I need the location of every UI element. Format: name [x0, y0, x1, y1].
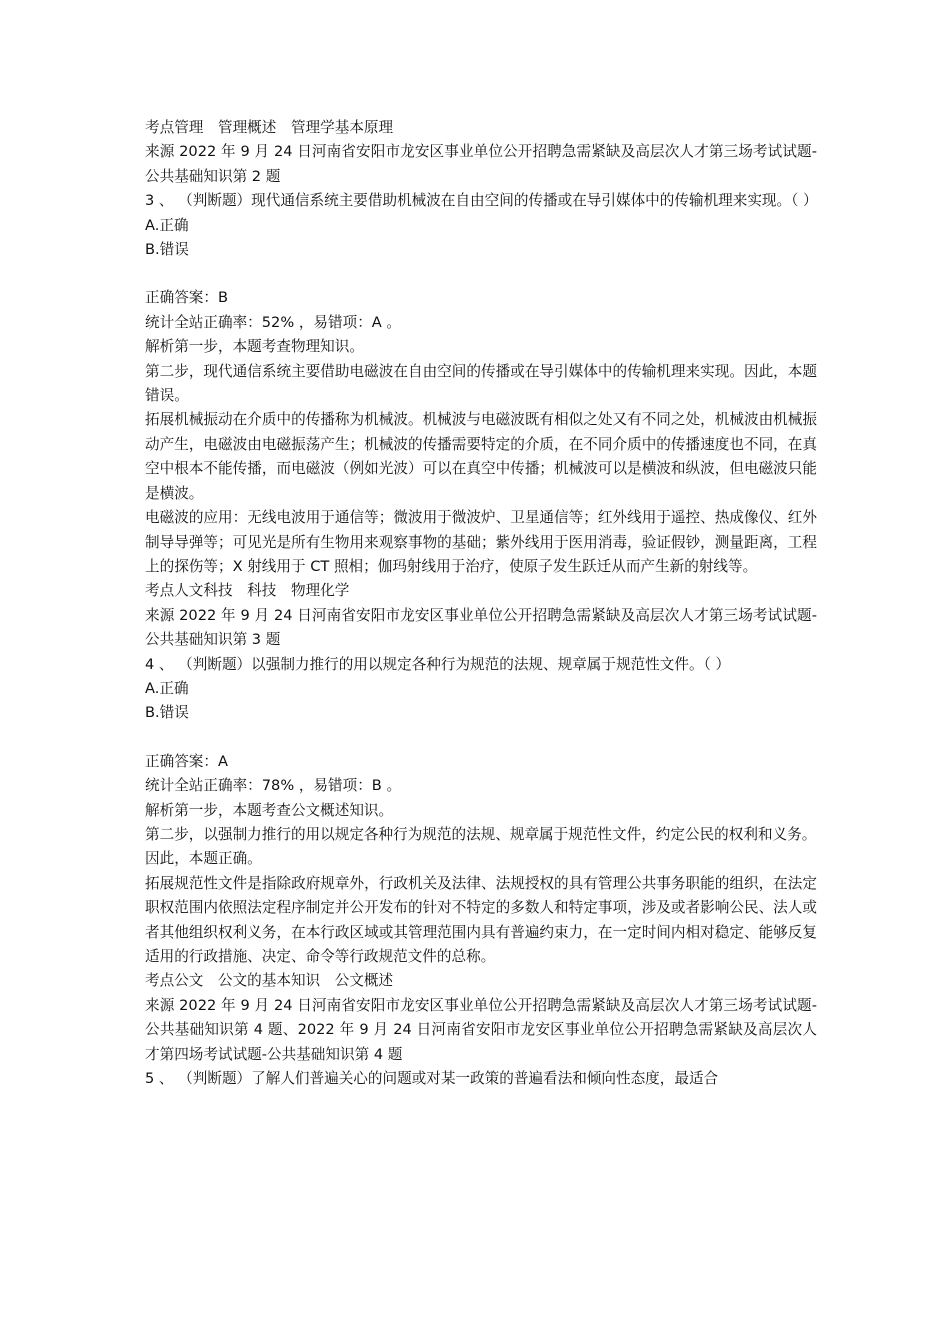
question-text: 4 、 （判断题）以强制力推行的用以规定各种行为规范的法规、规章属于规范性文件。（ ）: [145, 655, 731, 673]
option-b: B.错误: [145, 241, 189, 259]
analysis-step-1: 解析第一步，本题考查物理知识。: [145, 338, 364, 356]
correct-answer: 正确答案：A: [145, 752, 228, 770]
source-line: 来源 2022 年 9 月 24 日河南省安阳市龙安区事业单位公开招聘急需紧缺及高层次人才第三场考试试题-公共基础知识第 3 题: [145, 606, 817, 649]
stats-line: 统计全站正确率：78% ，易错项：B 。: [145, 777, 402, 795]
document-page: [145, 116, 817, 1091]
extension-text: 拓展机械振动在介质中的传播称为机械波。机械波与电磁波既有相似之处又有不同之处，机械波由机械振动产生，电磁波由电磁振荡产生；机械波的传播需要特定的介质，在不同介质中的传播速度也不同，在真空中根本不能传播，而电磁波（例如光波）可以在真空中传播；机械波可以是横波和纵波，但电磁波只能是横波。: [145, 411, 817, 502]
stats-line: 统计全站正确率：52% ，易错项：A 。: [145, 313, 402, 331]
analysis-step-2: 第二步，以强制力推行的用以规定各种行为规范的法规、规章属于规范性文件，约定公民的权利和义务。: [145, 825, 817, 843]
topic-line: 考点管理 管理概述 管理学基本原理: [145, 119, 394, 136]
correct-answer: 正确答案：B: [145, 289, 228, 307]
option-a: A.正确: [145, 216, 189, 234]
question-text: 5 、 （判断题）了解人们普遍关心的问题或对某一政策的普遍看法和倾向性态度，最适合: [145, 1070, 719, 1088]
conclusion-line: 因此，本题正确。: [145, 850, 262, 868]
topic-line: 考点公文 公文的基本知识 公文概述: [145, 972, 394, 990]
extension-text: 电磁波的应用：无线电波用于通信等；微波用于微波炉、卫星通信等；红外线用于遥控、热成像仪、红外制导导弹等；可见光是所有生物用来观察事物的基础；紫外线用于医用消毒，验证假钞，测量距离，工程上的探伤等；X 射线用于 CT 照相；伽玛射线用于治疗，使原子发生跃迁从而产生新的射线等。: [145, 509, 817, 575]
analysis-step-1: 解析第一步，本题考查公文概述知识。: [145, 801, 394, 819]
extension-text: 拓展规范性文件是指除政府规章外，行政机关及法律、法规授权的具有管理公共事务职能的组织，在法定职权范围内依照法定程序制定并公开发布的针对不特定的多数人和特定事项，涉及或者影响公民、法人或者其他组织权利义务，在本行政区域或其管理范围内具有普遍约束力，在一定时间内相对稳定、能够反复适用的行政措施、决定、命令等行政规范文件的总称。: [145, 874, 817, 965]
option-a: A.正确: [145, 679, 189, 697]
source-line: 来源 2022 年 9 月 24 日河南省安阳市龙安区事业单位公开招聘急需紧缺及高层次人才第三场考试试题-公共基础知识第 2 题: [145, 143, 817, 185]
analysis-step-2: 第二步，现代通信系统主要借助电磁波在自由空间的传播或在导引媒体中的传输机理来实现。因此，本题错误。: [145, 362, 817, 405]
blank-gap: [145, 262, 817, 286]
source-line: 来源 2022 年 9 月 24 日河南省安阳市龙安区事业单位公开招聘急需紧缺及高层次人才第三场考试试题-公共基础知识第 4 题、2022 年 9 月 24 日河南省安阳市龙安区事业单位公开招聘急需紧缺及高层次人才第四场考试试题-公共基础知识第 4 题: [145, 996, 817, 1063]
blank-gap: [145, 726, 817, 750]
topic-line: 考点人文科技 科技 物理化学: [145, 582, 350, 600]
question-text: 3 、 （判断题）现代通信系统主要借助机械波在自由空间的传播或在导引媒体中的传输机理来实现。（ ）: [145, 192, 818, 210]
option-b: B.错误: [145, 704, 189, 722]
